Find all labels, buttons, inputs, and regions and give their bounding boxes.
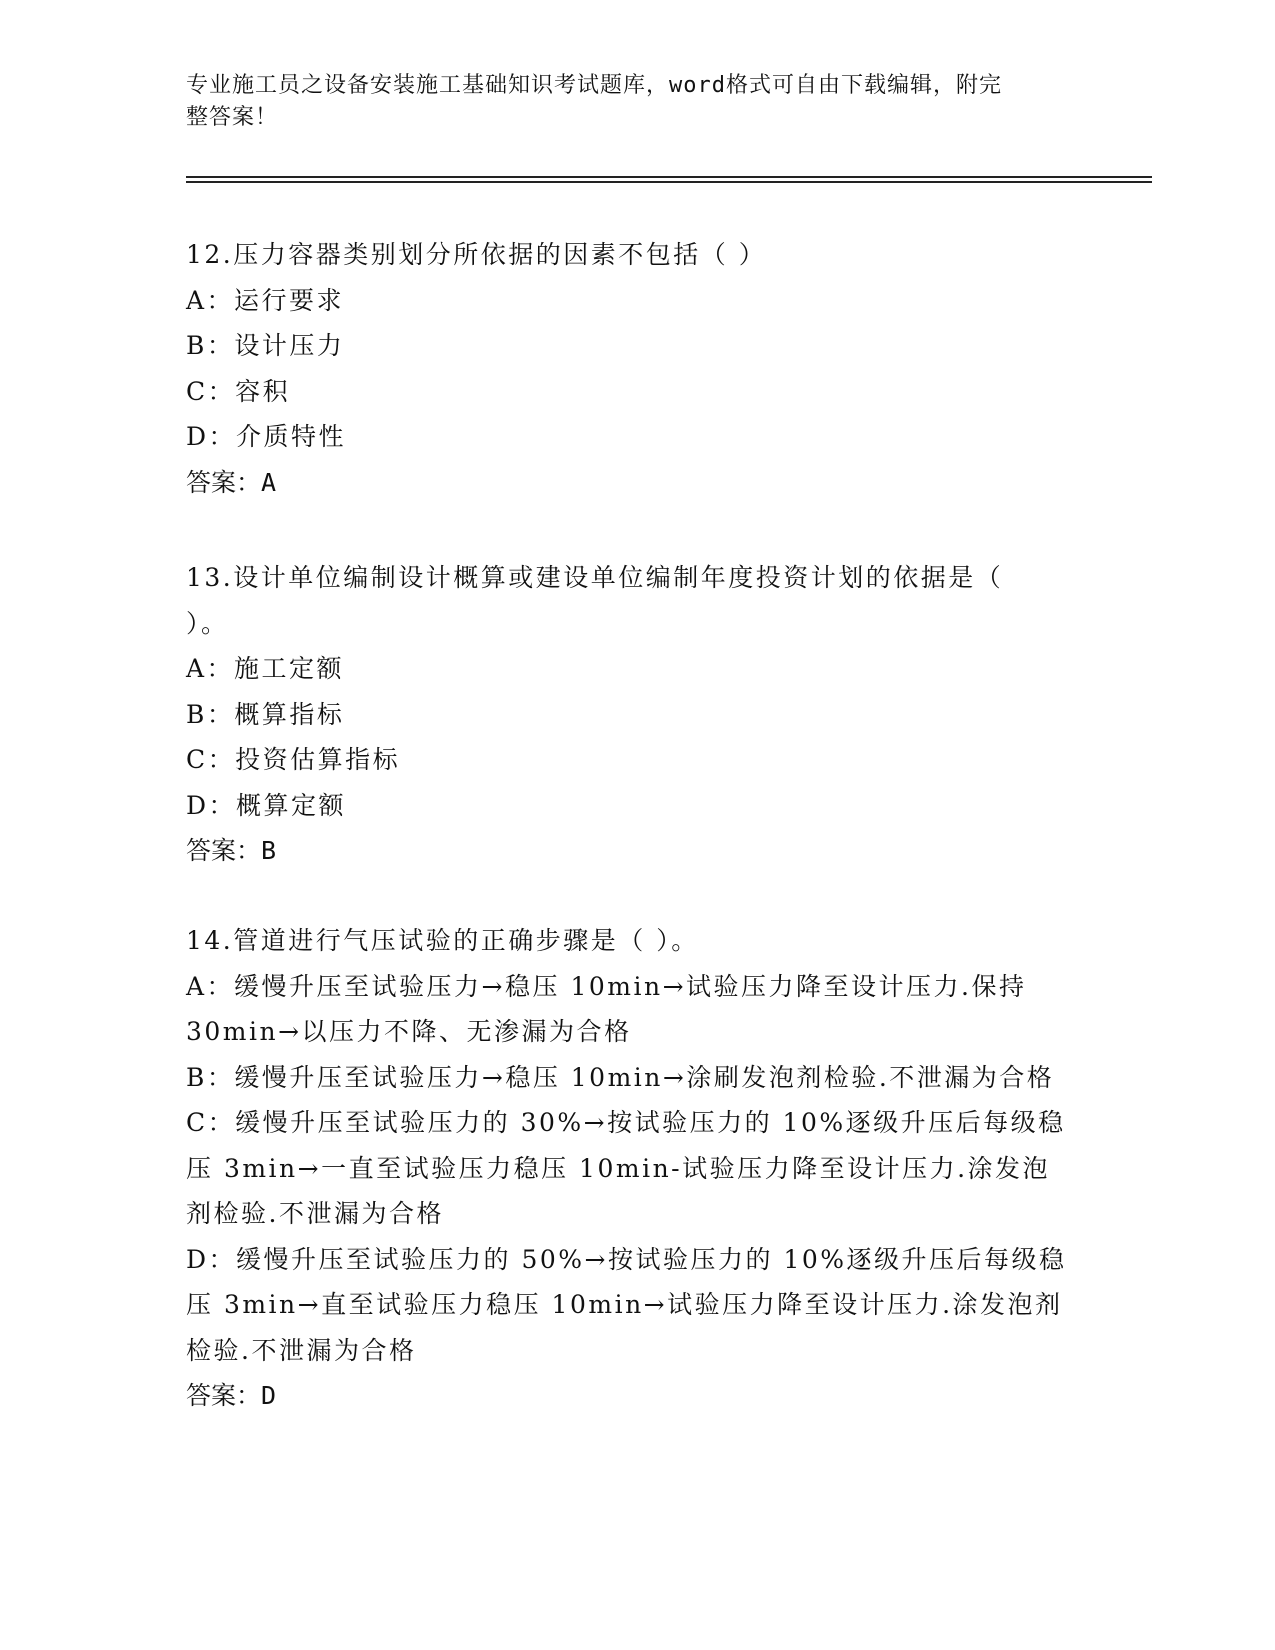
header-divider-top bbox=[186, 176, 1152, 178]
question-stem: 13.设计单位编制设计概算或建设单位编制年度投资计划的依据是（ bbox=[186, 563, 1004, 592]
option-a: A：施工定额 bbox=[186, 654, 345, 683]
option-b: B：缓慢升压至试验压力→稳压 10min→涂刷发泡剂检验.不泄漏为合格 bbox=[186, 1062, 1055, 1092]
question-stem-continued: ）。 bbox=[186, 608, 229, 638]
document-header bbox=[186, 70, 1066, 134]
answer-line: 答案：D bbox=[186, 1381, 277, 1410]
option-c-continued: 剂检验.不泄漏为合格 bbox=[186, 1199, 444, 1228]
question-14 bbox=[186, 918, 1086, 1419]
option-a: A：运行要求 bbox=[186, 285, 345, 315]
option-d: D：缓慢升压至试验压力的 50%→按试验压力的 10%逐级升压后每级稳 bbox=[186, 1244, 1067, 1274]
question-13 bbox=[186, 555, 1086, 874]
option-a-continued: 30min→以压力不降、无渗漏为合格 bbox=[186, 1017, 632, 1046]
option-c: C：投资估算指标 bbox=[186, 745, 401, 774]
answer-line: 答案：B bbox=[186, 836, 277, 865]
question-stem: 14.管道进行气压试验的正确步骤是（ ）。 bbox=[186, 926, 699, 955]
option-b: B：概算指标 bbox=[186, 699, 345, 729]
option-d: D：概算定额 bbox=[186, 790, 347, 820]
answer-line: 答案：A bbox=[186, 467, 277, 497]
question-12 bbox=[186, 232, 1086, 505]
option-d-continued: 压 3min→直至试验压力稳压 10min→试验压力降至设计压力.涂发泡剂 bbox=[186, 1290, 1063, 1319]
option-c: C：容积 bbox=[186, 376, 291, 406]
header-line-2: 整答案！ bbox=[186, 105, 279, 130]
option-c-continued: 压 3min→一直至试验压力稳压 10min-试验压力降至设计压力.涂发泡 bbox=[186, 1153, 1051, 1183]
option-d-continued: 检验.不泄漏为合格 bbox=[186, 1335, 417, 1365]
option-a: A：缓慢升压至试验压力→稳压 10min→试验压力降至设计压力.保持 bbox=[186, 971, 1027, 1001]
header-divider-bottom bbox=[186, 181, 1152, 183]
option-c: C：缓慢升压至试验压力的 30%→按试验压力的 10%逐级升压后每级稳 bbox=[186, 1108, 1066, 1137]
header-line-1: 专业施工员之设备安装施工基础知识考试题库，word格式可自由下载编辑，附完 bbox=[186, 73, 1002, 98]
question-stem: 12.压力容器类别划分所依据的因素不包括（ ） bbox=[186, 240, 767, 269]
option-b: B：设计压力 bbox=[186, 331, 345, 360]
option-d: D：介质特性 bbox=[186, 422, 347, 451]
